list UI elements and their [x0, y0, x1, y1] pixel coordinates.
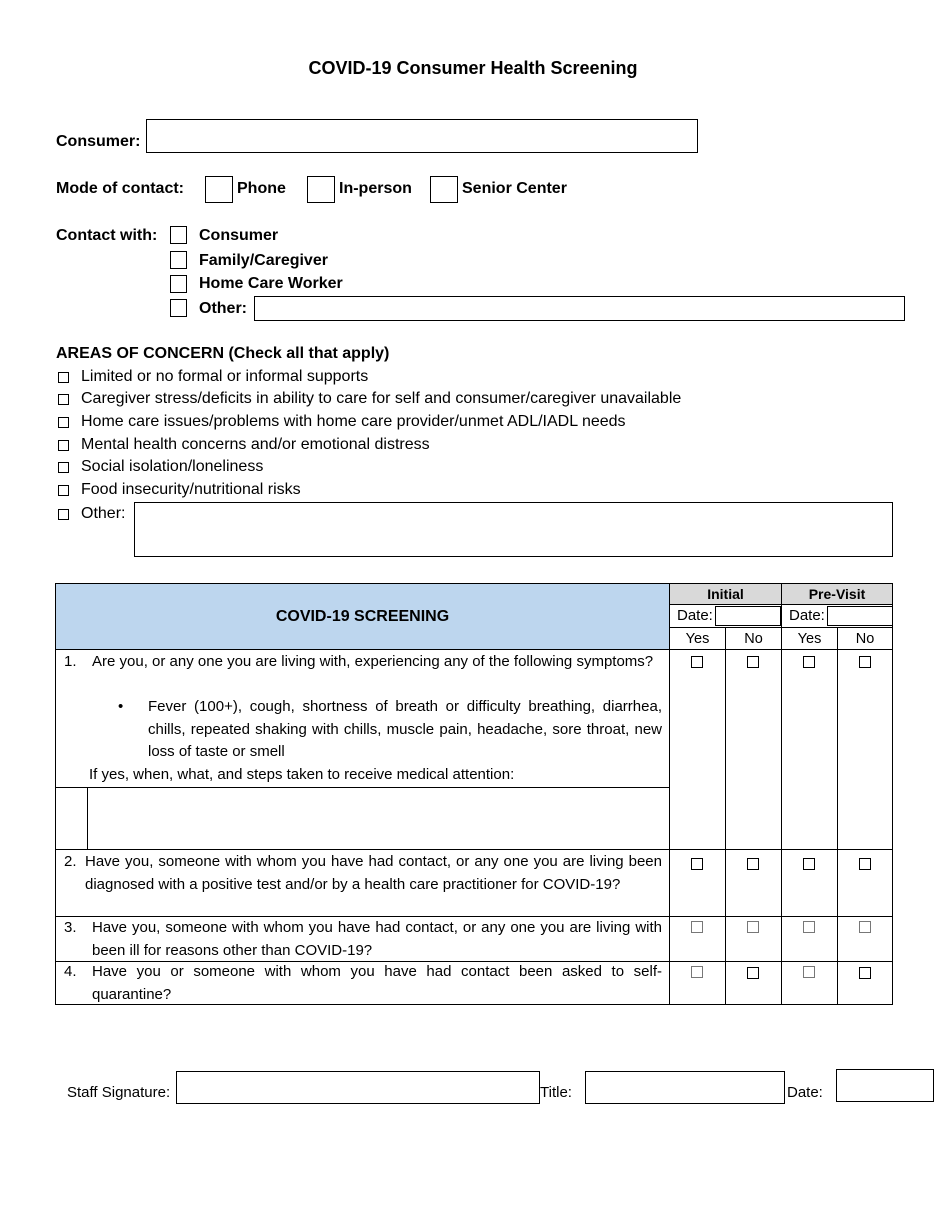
q4-initial-no-checkbox[interactable]	[747, 967, 759, 979]
divider-initial-previsit	[781, 649, 782, 1004]
q4-previsit-yes-checkbox[interactable]	[803, 966, 815, 978]
contact-other-checkbox[interactable]	[170, 299, 187, 317]
staff-title-label: Title:	[540, 1084, 572, 1101]
signature-date-input[interactable]	[836, 1069, 934, 1102]
concern-label-5: Social isolation/loneliness	[81, 458, 264, 475]
concern-label-1: Limited or no formal or informal supports	[81, 368, 369, 385]
concern-other-checkbox[interactable]	[58, 509, 69, 520]
concern-checkbox-2[interactable]	[58, 394, 69, 405]
q3-text: Have you, someone with whom you have had contact, or any one you are living with been ill for reasons other than COVID-19?	[92, 919, 662, 959]
divider-previsit-mid	[837, 649, 838, 1004]
row-divider-1	[55, 849, 893, 850]
concern-other-input[interactable]	[134, 502, 893, 557]
contact-consumer-label: Consumer	[199, 227, 279, 244]
previsit-date-input[interactable]	[827, 606, 893, 626]
q1-number: 1.	[64, 653, 77, 670]
contact-consumer-checkbox[interactable]	[170, 226, 187, 244]
q3-previsit-yes-checkbox[interactable]	[803, 921, 815, 933]
q2-number: 2.	[64, 853, 77, 870]
mode-of-contact-label: Mode of contact:	[56, 180, 184, 197]
contact-family-label: Family/Caregiver	[199, 252, 328, 269]
mode-phone-checkbox[interactable]	[205, 176, 233, 203]
q1-text: Are you, or any one you are living with, experiencing any of the following symptoms?	[92, 653, 654, 670]
q1-followup-text: If yes, when, what, and steps taken to receive medical attention:	[89, 766, 515, 783]
screening-title	[55, 583, 670, 650]
q1-bullet-dot: •	[118, 698, 124, 715]
staff-signature-input[interactable]	[176, 1071, 540, 1104]
q3-initial-no-checkbox[interactable]	[747, 921, 759, 933]
initial-date-label: Date:	[677, 607, 713, 624]
contact-other-label: Other:	[199, 300, 247, 317]
q2-previsit-yes-checkbox[interactable]	[803, 858, 815, 870]
q4-text: Have you or someone with whom you have had contact been asked to self-quarantine?	[92, 963, 662, 1003]
initial-date-input[interactable]	[715, 606, 781, 626]
previsit-yes-header: Yes	[781, 627, 838, 650]
screening-title-text: COVID-19 SCREENING	[275, 607, 450, 625]
q1-initial-no-checkbox[interactable]	[747, 656, 759, 668]
q3-previsit-no-checkbox[interactable]	[859, 921, 871, 933]
concern-label-6: Food insecurity/nutritional risks	[81, 481, 301, 498]
q4-number: 4.	[64, 963, 77, 980]
contact-other-input[interactable]	[254, 296, 905, 321]
concern-other-label: Other:	[81, 505, 126, 522]
q1-answer-input[interactable]	[88, 788, 668, 848]
concern-checkbox-5[interactable]	[58, 462, 69, 473]
mode-in-person-checkbox[interactable]	[307, 176, 335, 203]
q2-previsit-no-checkbox[interactable]	[859, 858, 871, 870]
contact-home-care-worker-label: Home Care Worker	[199, 275, 343, 292]
previsit-no-header: No	[837, 627, 893, 650]
initial-yes-header: Yes	[669, 627, 726, 650]
q1-previsit-yes-checkbox[interactable]	[803, 656, 815, 668]
page-title: COVID-19 Consumer Health Screening	[308, 58, 638, 78]
col-previsit-header: Pre-Visit	[781, 583, 893, 605]
q1-initial-yes-checkbox[interactable]	[691, 656, 703, 668]
q1-symptoms-text: Fever (100+), cough, shortness of breath or difficulty breathing, diarrhea, chills, repeated shaking with chills, muscle pain, headache, sore throat, new loss of taste or smell	[148, 698, 662, 760]
q2-text: Have you, someone with whom you have had contact, or any one you are living been diagnosed with a positive test and/or by a health care practitioner for COVID-19?	[85, 853, 662, 893]
concern-checkbox-6[interactable]	[58, 485, 69, 496]
divider-q-col	[669, 649, 670, 1004]
mode-in-person-label: In-person	[339, 180, 412, 197]
mode-senior-center-checkbox[interactable]	[430, 176, 458, 203]
staff-signature-label: Staff Signature:	[67, 1084, 171, 1101]
concern-checkbox-3[interactable]	[58, 417, 69, 428]
concern-label-3: Home care issues/problems with home care provider/unmet ADL/IADL needs	[81, 413, 626, 430]
initial-no-header: No	[725, 627, 782, 650]
mode-phone-label: Phone	[237, 180, 286, 197]
q2-initial-yes-checkbox[interactable]	[691, 858, 703, 870]
consumer-label: Consumer:	[56, 133, 141, 150]
staff-title-input[interactable]	[585, 1071, 785, 1104]
q1-previsit-no-checkbox[interactable]	[859, 656, 871, 668]
q4-initial-yes-checkbox[interactable]	[691, 966, 703, 978]
concern-checkbox-4[interactable]	[58, 440, 69, 451]
concern-checkbox-1[interactable]	[58, 372, 69, 383]
consumer-input[interactable]	[146, 119, 698, 153]
q4-previsit-no-checkbox[interactable]	[859, 967, 871, 979]
mode-senior-center-label: Senior Center	[462, 180, 567, 197]
concern-label-4: Mental health concerns and/or emotional distress	[81, 436, 430, 453]
q2-initial-no-checkbox[interactable]	[747, 858, 759, 870]
previsit-date-label: Date:	[789, 607, 825, 624]
col-initial-header: Initial	[669, 583, 782, 605]
q3-initial-yes-checkbox[interactable]	[691, 921, 703, 933]
q3-number: 3.	[64, 919, 77, 936]
contact-home-care-worker-checkbox[interactable]	[170, 275, 187, 293]
signature-date-label: Date:	[787, 1084, 823, 1101]
contact-family-checkbox[interactable]	[170, 251, 187, 269]
divider-initial-mid	[725, 649, 726, 1004]
contact-with-label: Contact with:	[56, 227, 158, 244]
areas-of-concern-heading: AREAS OF CONCERN (Check all that apply)	[56, 345, 390, 362]
concern-label-2: Caregiver stress/deficits in ability to care for self and consumer/caregiver unavailable	[81, 390, 682, 407]
